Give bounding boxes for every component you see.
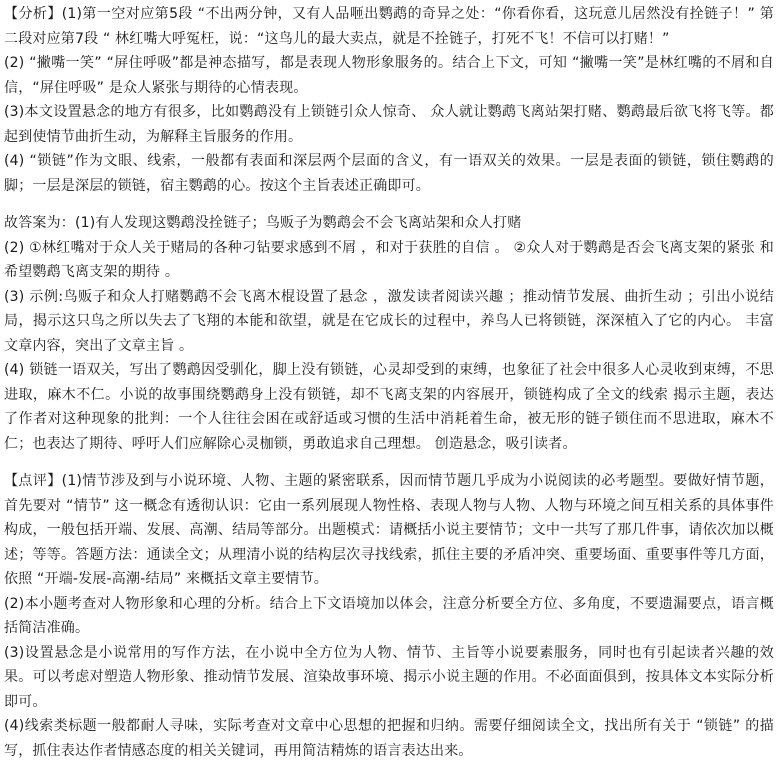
answer-paragraph-1: 故答案为：(1)有人发现这鹦鹉没拴链子；鸟贩子为鹦鹉会不会飞离站架和众人打赌: [4, 215, 522, 231]
analysis-paragraph-3: (3)本文设置悬念的地方有很多，比如鹦鹉没有上锁链引众人惊奇、 众人就让鹦鹉飞离站架打赌、鹦鹉最后欲飞将飞等。都起到使情节曲折生动，为解释主旨服务的作用。: [4, 104, 774, 145]
review-paragraph-2: (2)本小题考查对人物形象和心理的分析。结合上下文语境加以体会，注意分析要全方位、多角度，不要遗漏要点，语言概括简洁准确。: [4, 595, 774, 636]
analysis-paragraph-1: 【分析】(1)第一空对应第5段 “不出两分钟，又有人品咂出鹦鹉的奇异之处：“你看你看，这玩意儿居然没有拴链子！” 第二段对应第7段 “ 林红嘴大呼冤枉，说：“这鸟儿的最大卖点，就是不拴链子，打死不飞！不信可以打赌！”: [4, 6, 774, 47]
answer-paragraph-4: (4) 锁链一语双关，写出了鹦鹉因受驯化，脚上没有锁链，心灵却受到的束缚，也象征了社会中很多人心灵收到束缚，不思进取，麻木不仁。小说的故事围绕鹦鹉身上没有锁链，却不飞离支架的内容展开，锁链构成了全文的线索 揭示主题，表达了作者对这种现象的批判：一个人往往会困在或舒适或习惯的生活中消耗着生命，被无形的链子锁住而不思进取，麻木不仁；也表达了期待、呼吁人们应解除心灵枷锁，勇敢追求自己理想。 创造悬念，吸引读者。: [4, 362, 774, 452]
answer-paragraph-3: (3) 示例:鸟贩子和众人打赌鹦鹉不会飞离木棍设置了悬念 ，激发读者阅读兴趣 ；推动情节发展、曲折生动 ；引出小说结局，揭示这只鸟之所以失去了飞翔的本能和欲望，就是在它成长的过程中，养鸟人已将锁链，深深植入了它的内心。 丰富文章内容，突出了文章主旨 。: [4, 288, 774, 354]
review-paragraph-4: (4)线索类标题一般都耐人寻味，实际考查对文章中心思想的把握和归纳。需要仔细阅读全文，找出所有关于 “锁链” 的描写，抓住表达作者情感态度的相关关键词，再用简洁精炼的语言表达出来。: [4, 718, 774, 759]
review-section: [4, 469, 774, 763]
answer-paragraph-2: (2) ①林红嘴对于众人关于赌局的各种刁钻要求感到不屑 ，和对于获胜的自信 。 ②众人对于鹦鹉是否会飞离支架的紧张 和希望鹦鹉飞离支架的期待 。: [4, 239, 774, 280]
answer-section: [4, 211, 774, 456]
analysis-paragraph-4: (4) “锁链”作为文眼、线索，一般都有表面和深层两个层面的含义，有一语双关的效果。一层是表面的锁链，锁住鹦鹉的脚；一层是深层的锁链，宿主鹦鹉的心。按这个主旨表述正确即可。: [4, 153, 774, 194]
section-spacer: [4, 198, 774, 211]
review-paragraph-1: 【点评】(1)情节涉及到与小说环境、人物、主题的紧密联系，因而情节题几乎成为小说阅读的必考题型。要做好情节题，首先要对 “情节” 这一概念有透彻认识：它由一系列展现人物性格、表现人物与人物、人物与环境之间互相关系的具体事件构成，一般包括开端、发展、高潮、结局等部分。出题模式：请概括小说主要情节；文中一共写了那几件事，请依次加以概述；等等。答题方法：通读全文；从理清小说的结构层次寻找线索，抓住主要的矛盾冲突、重要场面、重要事件等几方面，依照 “开端-发展-高潮-结局” 来概括文章主要情节。: [4, 473, 774, 587]
analysis-section: [4, 2, 774, 198]
review-paragraph-3: (3)设置悬念是小说常用的写作方法，在小说中全方位为人物、情节、主旨等小说要素服务，同时也有引起读者兴趣的效果。可以考虑对塑造人物形象、推动情节发展、渲染故事环境、揭示小说主题的作用。不必面面俱到，按具体文本实际分析即可。: [4, 644, 774, 710]
section-spacer: [4, 456, 774, 469]
analysis-paragraph-2: (2) “撇嘴一笑” “屏住呼吸”都是神态描写，都是表现人物形象服务的。结合上下文，可知 “撇嘴一笑”是林红嘴的不屑和自信，“屏住呼吸” 是众人紧张与期待的心情表现。: [4, 55, 774, 96]
